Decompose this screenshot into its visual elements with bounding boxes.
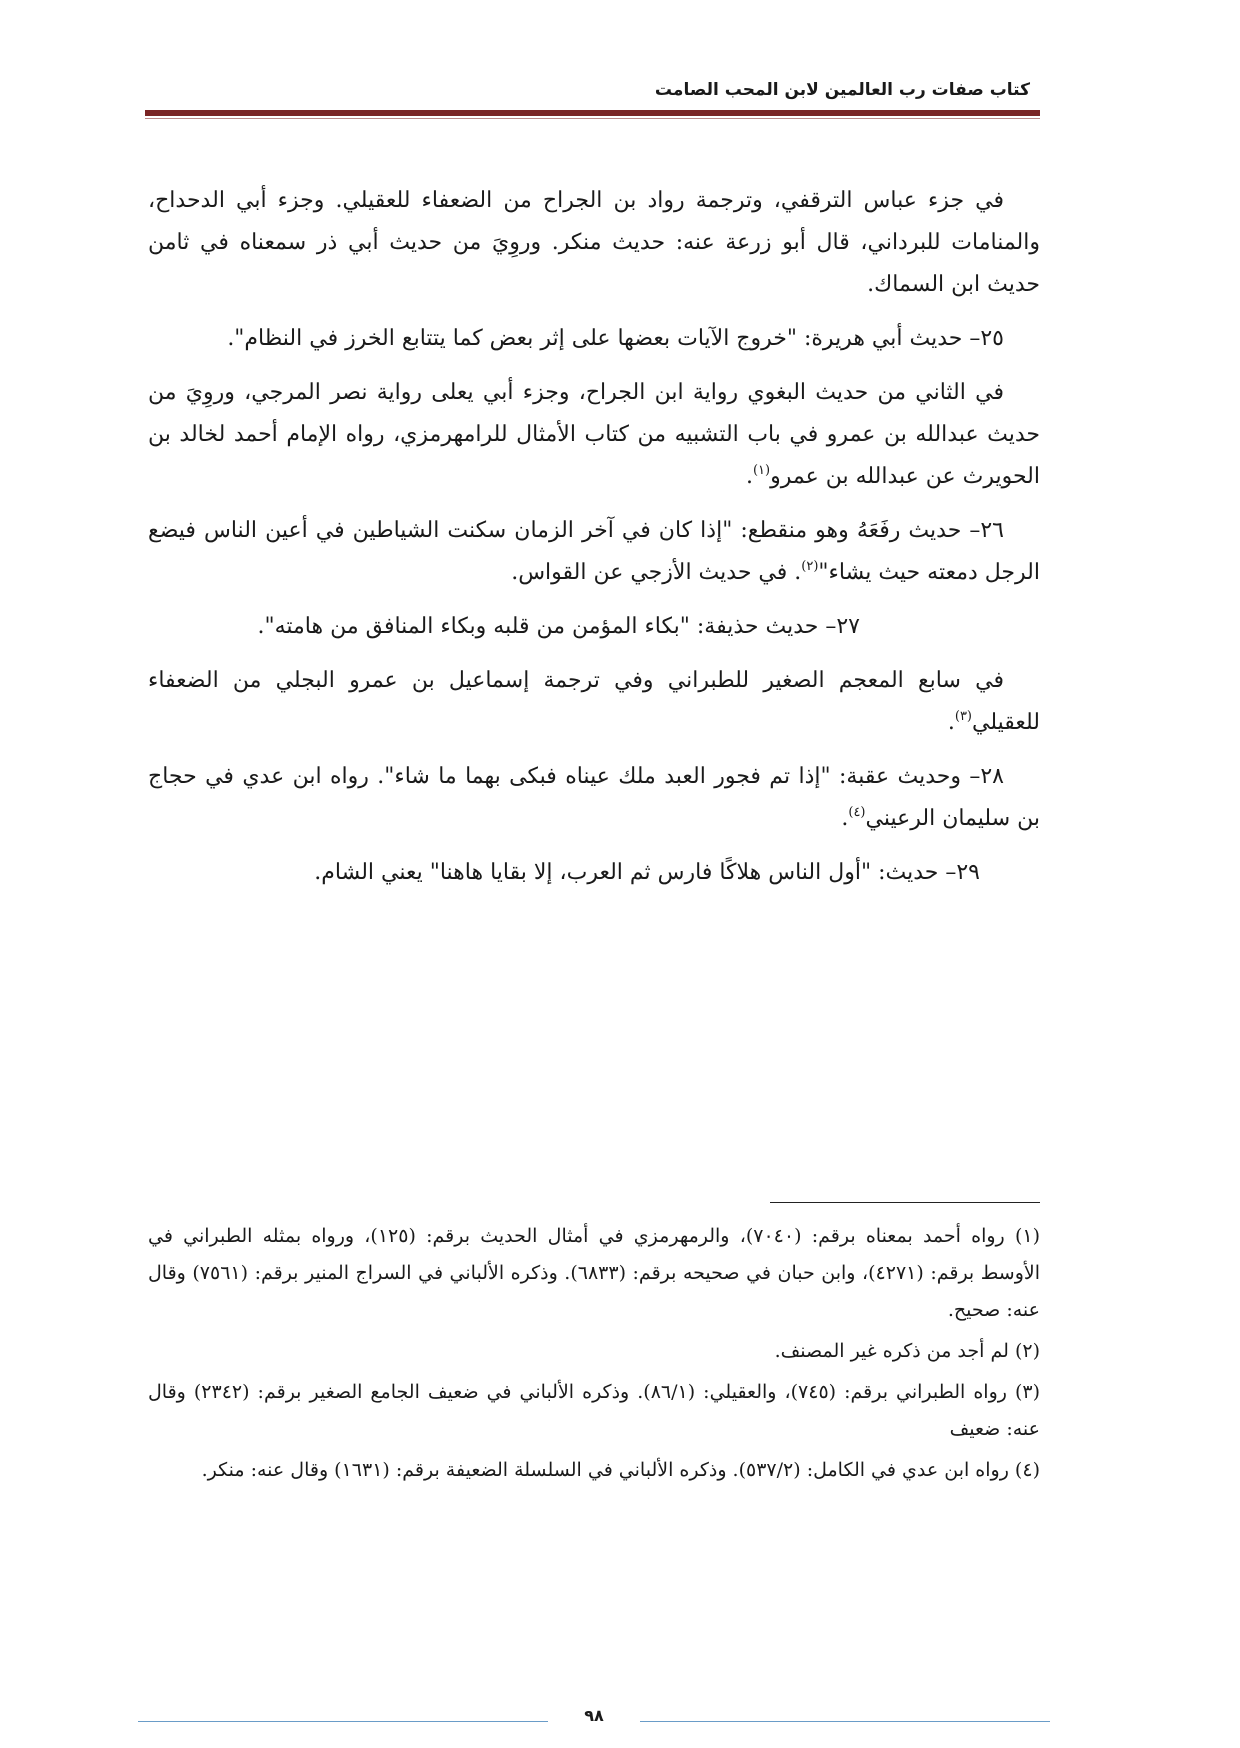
header-rule-thin (145, 118, 1040, 119)
footnote-3: (٣) رواه الطبراني برقم: (٧٤٥)، والعقيلي: (٨٦/١). وذكره الألباني في ضعيف الجامع الصغير برقم: (٢٣٤٢) وقال عنه: ضعيف (148, 1381, 1040, 1440)
footnote-1: (١) رواه أحمد بمعناه برقم: (٧٠٤٠)، والرمهرمزي في أمثال الحديث برقم: (١٢٥)، ورواه بمثله الطبراني في الأوسط برقم: (٤٢٧١)، وابن حبان في صحيحه برقم: (٦٨٣٣). وذكره الألباني في السراج المنير برقم: (٧٥٦١) وقال عنه: صحيح. (148, 1225, 1040, 1321)
hadith-27: ٢٧– حديث حذيفة: "بكاء المؤمن من قلبه وبكاء المنافق من هامته". (257, 614, 860, 639)
footer-rule-left (138, 1721, 548, 1722)
paragraph-end: . (947, 710, 955, 735)
paragraph-text: في سابع المعجم الصغير للطبراني وفي ترجمة إسماعيل بن عمرو البجلي من الضعفاء للعقيلي (148, 668, 1040, 735)
header-rule (145, 110, 1040, 116)
footnote-4: (٤) رواه ابن عدي في الكامل: (٥٣٧/٢). وذكره الألباني في السلسلة الضعيفة برقم: (١٦٣١) وقال عنه: منكر. (201, 1459, 1040, 1481)
paragraph (148, 372, 1040, 498)
running-header-title: كتاب صفات رب العالمين لابن المحب الصامت (654, 80, 1030, 100)
footnotes (148, 1218, 1040, 1493)
hadith-29: ٢٩– حديث: "أول الناس هلاكًا فارس ثم العرب، إلا بقايا هاهنا" يعني الشام. (314, 860, 980, 885)
paragraph-text: في الثاني من حديث البغوي رواية ابن الجراح، وجزء أبي يعلى رواية نصر المرجي، وروِيَ من حديث عبدالله بن عمرو في باب التشبيه من كتاب الأمثال للرامهرمزي، رواه الإمام أحمد لخالد بن الحويرث عن عبدالله بن عمرو (148, 380, 1040, 489)
hadith-28 (148, 756, 1040, 840)
paragraph-text: ٢٨– وحديث عقبة: "إذا تم فجور العبد ملك عيناه فبكى بهما ما شاء". رواه ابن عدي في حجاج بن سليمان الرعيني (148, 764, 1040, 831)
footnote-marker-2[interactable]: (٢) (801, 559, 819, 574)
hadith-26 (148, 510, 1040, 594)
paragraph (148, 660, 1040, 744)
paragraph-end: . (745, 464, 753, 489)
page-number: ٩٨ (584, 1706, 604, 1725)
footnote-2: (٢) لم أجد من ذكره غير المصنف. (774, 1340, 1040, 1362)
hadith-25: ٢٥– حديث أبي هريرة: "خروج الآيات بعضها على إثر بعض كما يتتابع الخرز في النظام". (227, 326, 1004, 351)
paragraph-text: ٢٦– حديث رفَعَهُ وهو منقطع: "إذا كان في آخر الزمان سكنت الشياطين في أعين الناس فيضع الرجل دمعته حيث يشاء" (148, 518, 1040, 585)
footnote-marker-4[interactable]: (٤) (848, 805, 866, 820)
paragraph-end: . في حديث الأزجي عن القواس. (511, 560, 802, 585)
paragraph: في جزء عباس الترقفي، وترجمة رواد بن الجراح من الضعفاء للعقيلي. وجزء أبي الدحداح، والمنامات للبرداني، قال أبو زرعة عنه: حديث منكر. وروِيَ من حديث أبي ذر سمعناه في ثامن حديث ابن السماك. (148, 188, 1040, 297)
footnote-marker-3[interactable]: (٣) (954, 709, 972, 724)
main-text (148, 180, 1040, 906)
paragraph-end: . (841, 806, 849, 831)
footnote-separator (770, 1202, 1040, 1203)
footnote-marker-1[interactable]: (١) (752, 463, 771, 478)
footer-rule-right (640, 1721, 1050, 1722)
